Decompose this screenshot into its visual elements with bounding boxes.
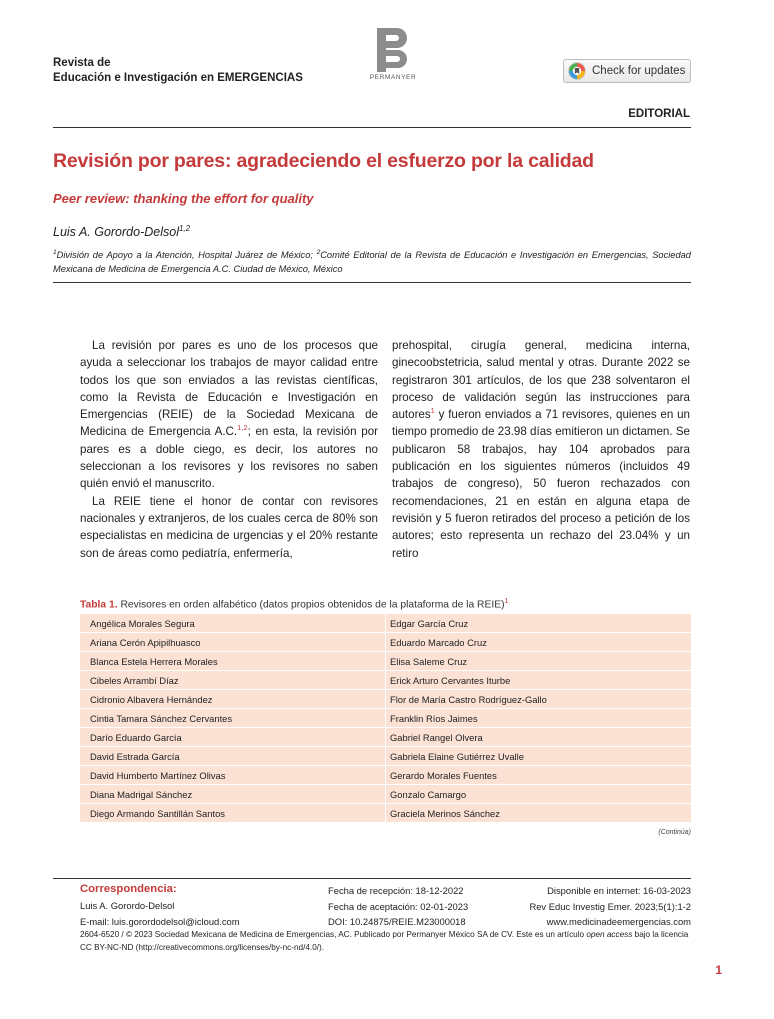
- title-divider: [53, 282, 691, 283]
- reviewer-name-right: Gabriel Rangel Olvera: [386, 728, 692, 747]
- affiliations: [53, 246, 691, 276]
- check-for-updates-button[interactable]: [563, 59, 691, 83]
- article-title: Revisión por pares: agradeciendo el esfuerzo por la calidad: [53, 150, 594, 172]
- correspondence-info: [80, 898, 240, 929]
- reviewer-name-left: Diana Madrigal Sánchez: [80, 785, 386, 804]
- affiliation-1: División de Apoyo a la Atención, Hospital Juárez de México;: [56, 250, 317, 261]
- reviewer-name-left: Darío Eduardo García: [80, 728, 386, 747]
- reviewer-name-right: Gonzalo Camargo: [386, 785, 692, 804]
- reviewer-name-left: Blanca Estela Herrera Morales: [80, 652, 386, 671]
- reviewer-name-left: Ariana Cerón Apipilhuasco: [80, 633, 386, 652]
- copyright-notice: [80, 928, 692, 954]
- received-date: Fecha de recepción: 18-12-2022: [328, 885, 464, 896]
- correspondence-name: Luis A. Gorordo-Delsol: [80, 900, 175, 911]
- doi-link[interactable]: DOI: 10.24875/REIE.M23000018: [328, 916, 466, 927]
- journal-name-line2: Educación e Investigación en EMERGENCIAS: [53, 72, 303, 84]
- page-number: 1: [715, 963, 722, 977]
- reviewer-name-right: Franklin Ríos Jaimes: [386, 709, 692, 728]
- body-column-right: [392, 337, 690, 562]
- article-dates: [328, 883, 468, 930]
- correspondence-email[interactable]: E-mail: luis.gorordodelsol@icloud.com: [80, 915, 240, 927]
- author-name: Luis A. Gorordo-Delsol: [53, 225, 179, 240]
- copyright-open-access: open access: [586, 930, 633, 939]
- citation: Rev Educ Investig Emer. 2023;5(1):1-2: [529, 900, 691, 912]
- reviewer-name-left: Cidronio Albavera Hernández: [80, 690, 386, 709]
- website-link[interactable]: www.medicinadeemergencias.com: [546, 916, 691, 927]
- paragraph: [80, 337, 378, 493]
- affiliation-ref-1: 1: [53, 249, 57, 256]
- reviewer-name-left: Cintia Tamara Sánchez Cervantes: [80, 709, 386, 728]
- copyright-license: bajo la licencia CC BY-NC-ND (http://creativecommons.org/licenses/by-nc-nd/4.0/).: [80, 930, 689, 952]
- author-affiliation-ref: 1,2: [178, 224, 191, 233]
- header-divider: [53, 127, 691, 128]
- affiliation-ref-2: 2: [316, 249, 321, 256]
- footer-divider: [53, 878, 691, 879]
- table-row: [80, 766, 691, 785]
- journal-name-line1: Revista de: [53, 57, 111, 69]
- table-row: [80, 709, 691, 728]
- reference-link[interactable]: 1,2: [237, 423, 248, 433]
- reviewer-name-right: Gabriela Elaine Gutiérrez Uvalle: [386, 747, 692, 766]
- paragraph-text: prehospital, cirugía general, medicina interna, ginecoobstetricia, salud mental y otras. Durante 2022 se registraron 301 artículos, de los que 238 solventaron el proceso de validación según las instrucciones para autores: [392, 339, 690, 422]
- reference-link[interactable]: 1: [504, 598, 509, 605]
- section-label: EDITORIAL: [628, 108, 690, 120]
- reviewer-name-left: Angélica Morales Segura: [80, 614, 386, 633]
- paragraph-text: y fueron enviados a 71 revisores, quienes en un tiempo promedio de 23.98 días emitieron un dictamen. Se publicaron 58 trabajos, hay 104 aprobados para publicación en los siguientes números (incluidos 49 trabajos de congreso), 50 fueron rechazados con recomendaciones, 21 en están en alguna etapa de revisión y 5 fueron retirados del proceso a petición de los autores; esto representa un rechazo del 23.04% y un retiro: [392, 408, 690, 560]
- table-row: [80, 633, 691, 652]
- reviewers-table: [80, 614, 691, 823]
- article-subtitle: Peer review: thanking the effort for quality: [53, 191, 314, 206]
- table-caption: [80, 598, 508, 610]
- table-label: Tabla 1.: [80, 599, 118, 611]
- reviewer-name-right: Gerardo Morales Fuentes: [386, 766, 692, 785]
- reviewer-name-right: Erick Arturo Cervantes Iturbe: [386, 671, 692, 690]
- table-row: [80, 614, 691, 633]
- table-row: [80, 671, 691, 690]
- journal-name: [53, 56, 303, 86]
- reviewer-name-right: Edgar García Cruz: [386, 614, 692, 633]
- publisher-name: PERMANYER: [369, 74, 417, 81]
- reviewer-name-left: David Estrada García: [80, 747, 386, 766]
- author-line: [53, 224, 190, 239]
- table-row: [80, 804, 691, 823]
- body-column-left: [80, 337, 378, 562]
- table-caption-text: Revisores en orden alfabético (datos propios obtenidos de la plataforma de la REIE): [117, 599, 505, 611]
- reference-link[interactable]: 1: [430, 406, 435, 416]
- copyright-text: 2604-6520 / © 2023 Sociedad Mexicana de Medicina de Emergencias, AC. Publicado por Permanyer México SA de CV. Este es un artículo: [80, 930, 587, 939]
- table-row: [80, 785, 691, 804]
- accepted-date: Fecha de aceptación: 02-01-2023: [328, 900, 469, 912]
- reviewer-name-left: Diego Armando Santillán Santos: [80, 804, 386, 823]
- publication-info: [529, 883, 691, 930]
- check-for-updates-label: Check for updates: [592, 65, 686, 77]
- online-date: Disponible en internet: 16-03-2023: [547, 885, 691, 896]
- table-row: [80, 690, 691, 709]
- reviewer-name-right: Flor de María Castro Rodríguez-Gallo: [386, 690, 692, 709]
- affiliation-2: Comité Editorial de la Revista de Educación e Investigación en Emergencias, Sociedad Mexicana de Medicina de Emergencia A.C. Ciudad de México, México: [53, 250, 691, 275]
- crossmark-icon: [568, 62, 586, 80]
- reviewers-table-body: [80, 614, 691, 823]
- paragraph-text: La revisión por pares es uno de los procesos que ayuda a seleccionar los trabajos de mayor calidad entre todos los que son enviados a las revistas científicas, como la Revista de Educación e Investigación en Emergencias (REIE) de la Sociedad Mexicana de Medicina de Emergencia A.C.: [80, 339, 378, 439]
- table-row: [80, 652, 691, 671]
- reviewer-name-right: Graciela Merinos Sánchez: [386, 804, 692, 823]
- table-continued-note: (Continúa): [658, 829, 691, 836]
- publisher-logo: [368, 28, 418, 86]
- correspondence-heading: Correspondencia:: [80, 883, 177, 895]
- reviewer-name-left: David Humberto Martínez Olivas: [80, 766, 386, 785]
- table-row: [80, 728, 691, 747]
- table-row: [80, 747, 691, 766]
- reviewer-name-left: Cibeles Arrambí Díaz: [80, 671, 386, 690]
- paragraph: La REIE tiene el honor de contar con revisores nacionales y extranjeros, de los cuales cerca de 80% son especialistas en medicina de urgencias y el 20% restante son de áreas como pediatría, enfermería,: [80, 494, 378, 560]
- paragraph-text: ; en esta, la revisión por pares es a doble ciego, es decir, los autores no seleccionan a los revisores y los revisores no saben quién envió el manuscrito.: [80, 425, 378, 491]
- permanyer-logo-icon: [377, 28, 407, 72]
- reviewer-name-right: Eduardo Marcado Cruz: [386, 633, 692, 652]
- reviewer-name-right: Elisa Saleme Cruz: [386, 652, 692, 671]
- paragraph: [392, 337, 690, 562]
